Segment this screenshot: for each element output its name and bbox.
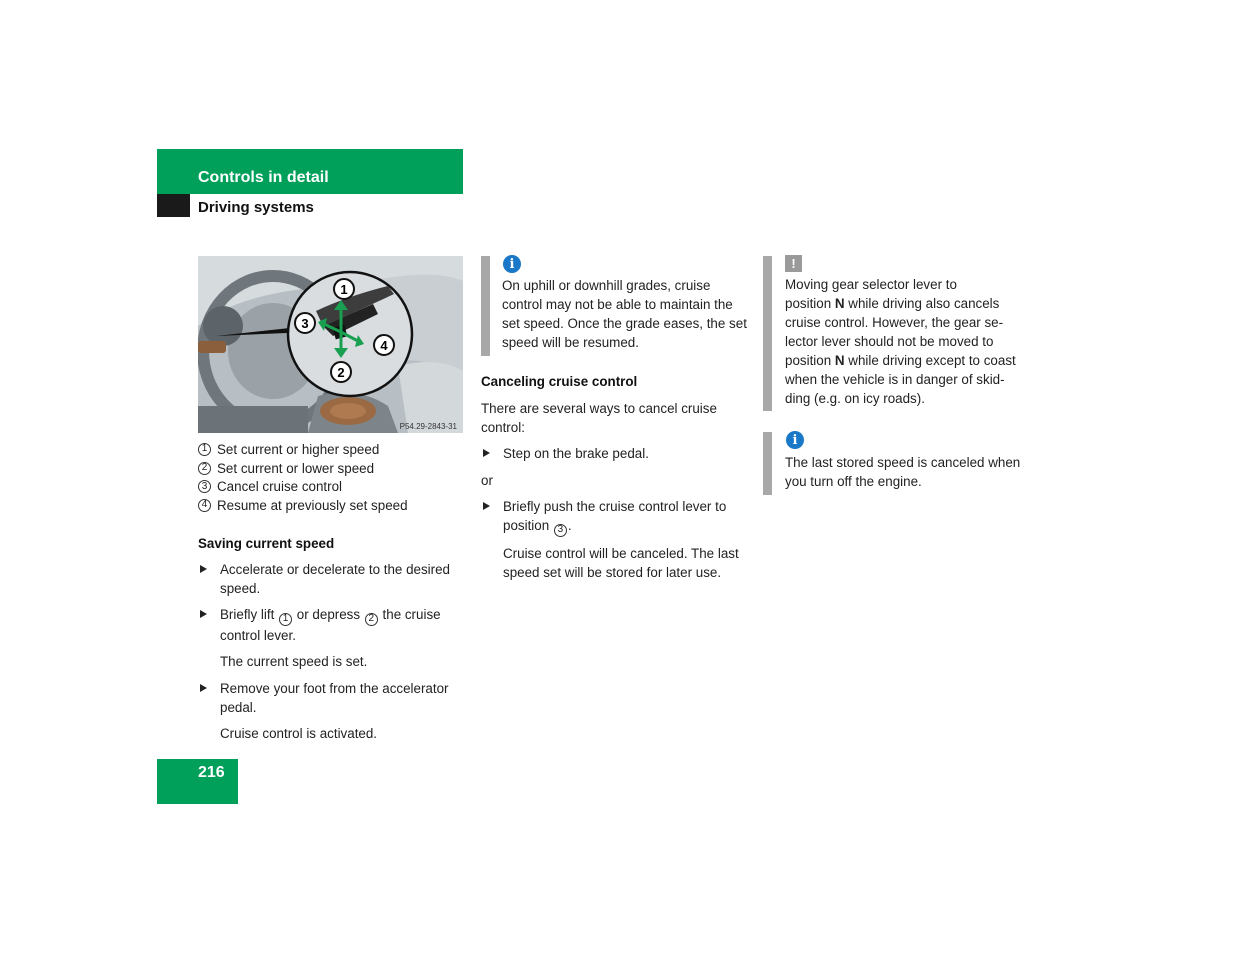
callout-1: 1 [340, 282, 348, 297]
step-result: Cruise control will be canceled. The last speed set will be stored for later use. [503, 545, 739, 580]
bullet-triangle-icon [200, 565, 207, 573]
legend-item [198, 496, 462, 515]
callout-2: 2 [337, 365, 345, 380]
number-badge: 4 [198, 499, 211, 512]
step-text-part: Briefly lift [220, 607, 275, 622]
callout-4: 4 [380, 338, 388, 353]
callout-3: 3 [301, 316, 309, 331]
header-marker [157, 194, 190, 217]
info-note-text: On uphill or downhill grades, cruise control may not be able to maintain the set speed. Once the grade eases, the set speed will be resumed. [502, 278, 747, 350]
saving-section [198, 534, 462, 743]
cruise-control-figure [198, 256, 463, 433]
or-separator: or [481, 473, 493, 488]
warning-line: Moving gear selector lever to [785, 277, 957, 292]
number-badge: 2 [365, 613, 378, 626]
bullet-triangle-icon [483, 502, 490, 510]
step-text: Accelerate or decelerate to the desired speed. [220, 562, 451, 596]
section-title: Controls in detail [198, 169, 329, 186]
step-text [220, 605, 462, 645]
canceling-heading: Canceling cruise control [481, 374, 638, 389]
step-text-part: or depress [296, 607, 361, 622]
warning-text-part: while driving also cancels [844, 296, 1000, 311]
warning-text-part: position [785, 296, 835, 311]
step-brake [481, 444, 747, 463]
number-badge: 3 [554, 524, 567, 537]
legend-text: Resume at previously set speed [217, 497, 408, 513]
step-text [503, 497, 747, 537]
number-badge: 1 [198, 443, 211, 456]
warning-line: ding (e.g. on icy roads). [785, 391, 925, 406]
gear-position-n: N [834, 353, 845, 368]
gear-position-n: N [834, 296, 845, 311]
note-bar [763, 432, 772, 495]
canceling-section [481, 372, 747, 582]
figure-legend [198, 440, 462, 515]
warning-line [785, 351, 1035, 370]
step-text: Step on the brake pedal. [503, 446, 649, 461]
info-note-text: The last stored speed is canceled when you turn off the engine. [785, 455, 1021, 489]
exclamation-icon: ! [785, 255, 802, 272]
warning-line [785, 294, 1035, 313]
saving-heading: Saving current speed [198, 536, 335, 551]
legend-text: Set current or higher speed [217, 441, 380, 457]
legend-item [198, 459, 462, 478]
step-result: Cruise control is activated. [220, 725, 378, 741]
warning-line: cruise control. However, the gear se- [785, 315, 1004, 330]
step-accelerate [198, 560, 462, 598]
step-result: The current speed is set. [220, 653, 368, 669]
legend-text: Set current or lower speed [217, 460, 375, 476]
step-push-lever [481, 497, 747, 537]
step-lift-depress [198, 605, 462, 645]
warning-text-part: position [785, 353, 835, 368]
bullet-triangle-icon [200, 684, 207, 692]
note-bar [763, 256, 772, 411]
number-badge: 2 [198, 462, 211, 475]
warning-text-part: while driving except to coast [844, 353, 1016, 368]
legend-item [198, 440, 462, 459]
step-remove-foot [198, 679, 462, 717]
step-text: Remove your foot from the accelerator pedal. [220, 680, 449, 715]
step-text-part: . [567, 518, 572, 533]
info-icon: i [503, 255, 521, 273]
bullet-triangle-icon [483, 449, 490, 457]
bullet-triangle-icon [200, 610, 207, 618]
legend-text: Cancel cruise control [217, 479, 343, 495]
canceling-intro: There are several ways to cancel cruise control: [481, 401, 717, 435]
info-icon: i [786, 431, 804, 449]
note-bar [481, 256, 490, 356]
step-text-part: the cruise control lever. [220, 607, 441, 643]
warning-line: when the vehicle is in danger of skid- [785, 372, 1005, 387]
page-number: 216 [198, 764, 225, 781]
number-badge: 3 [198, 480, 211, 493]
step-text-part: Briefly push the cruise control lever to position [503, 499, 727, 533]
warning-note-text [785, 275, 1035, 408]
number-badge: 1 [279, 613, 292, 626]
legend-item [198, 477, 462, 496]
subsection-title: Driving systems [198, 199, 314, 216]
warning-line: lector lever should not be moved to [785, 334, 994, 349]
figure-code: P54.29-2843-31 [399, 422, 457, 431]
